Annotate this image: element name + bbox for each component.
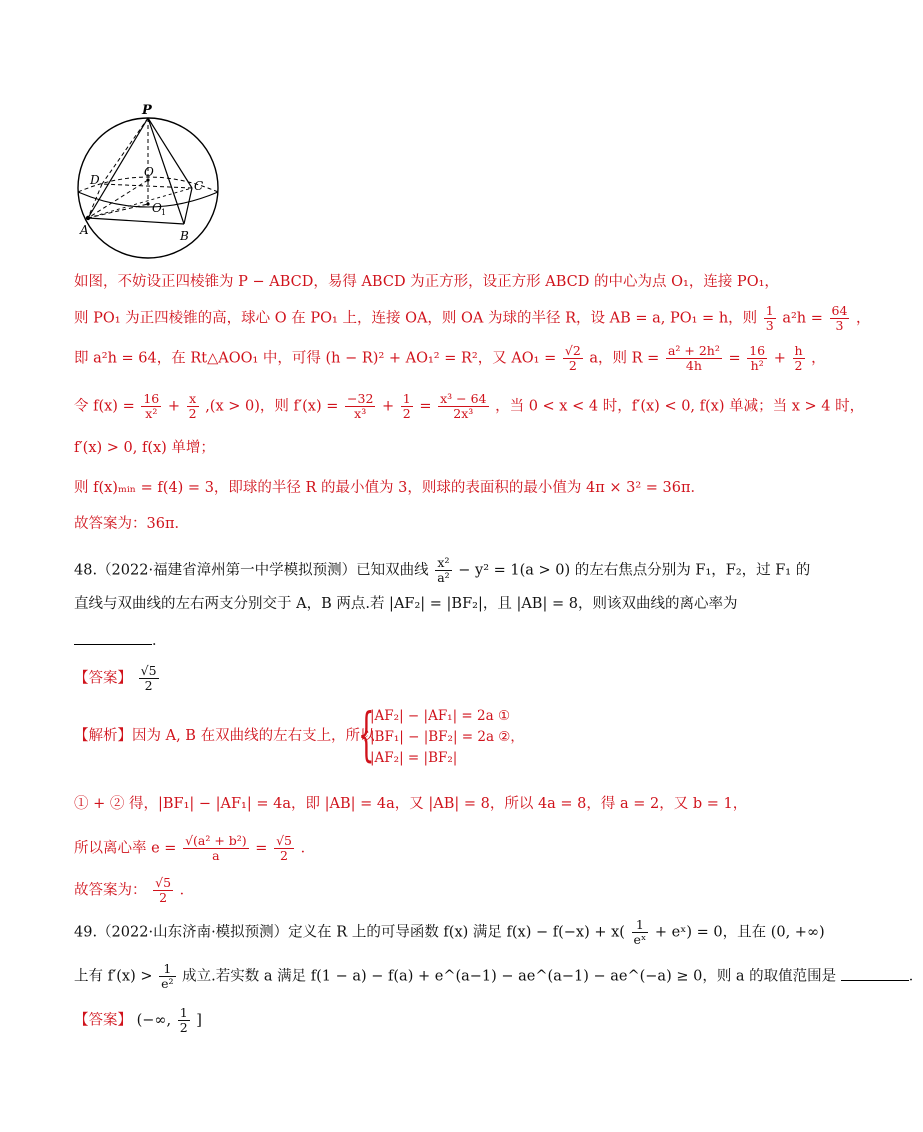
sol47-text-1: 如图，不妨设正四棱锥为 P − ABCD，易得 ABCD 为正方形，设正方形 ABCD 的中心为点 O₁，连接 PO₁， xyxy=(74,274,779,290)
numerator: a² + 2h² xyxy=(667,343,720,358)
sol47-text-7: 故答案为：36π． xyxy=(74,516,189,532)
sol47-text-3c: = xyxy=(728,350,741,367)
left-brace: { xyxy=(358,700,375,768)
label-P: P xyxy=(142,103,152,118)
sol47-text-3d: + xyxy=(773,350,786,367)
point-O1 xyxy=(146,202,149,205)
denominator: h² xyxy=(750,358,764,373)
sol47-line-3 xyxy=(74,344,826,373)
denominator: 2x³ xyxy=(453,406,474,421)
fraction xyxy=(139,664,159,693)
denominator: 2 xyxy=(144,678,153,693)
sol47-text-6: 则 f(x)ₘᵢₙ = f(4) = 3，即球的半径 R 的最小值为 3，则球的表面积的最小值为 4π × 3² = 36π． xyxy=(74,480,706,496)
q48-line-1 xyxy=(74,556,810,585)
q48-jiexi xyxy=(74,726,375,746)
sol47-text-2b: a²h = xyxy=(782,310,823,327)
numerator: x xyxy=(187,392,199,407)
q48-text-5b: = xyxy=(255,840,268,857)
q48-text-4: ① + ② 得，|BF₁| − |AF₁| = 4a，即 |AB| = 4a，又 |AB| = 8，所以 4a = 8，得 a = 2，又 b = 1， xyxy=(74,796,748,812)
numerator: −32 xyxy=(347,391,374,406)
analysis-tag: 【解析】 xyxy=(74,728,132,744)
q48-text-1b: − y² = 1(a > 0) 的左右焦点分别为 F₁，F₂，过 F₁ 的 xyxy=(458,562,811,579)
numerator: √5 xyxy=(155,875,172,890)
q48-text-3: ． xyxy=(152,633,167,649)
sol47-text-4d: + xyxy=(382,398,395,415)
q48-line-4 xyxy=(74,794,747,814)
fraction xyxy=(435,556,451,585)
sol47-text-4e: = xyxy=(419,398,432,415)
numerator: x³ − 64 xyxy=(440,391,487,406)
q49-text-2b: 成立.若实数 a 满足 f(1 − a) − f(a) + e^(a−1) − ae^(a−1) − ae^(−a) ≥ 0，则 a 的取值范围是 xyxy=(182,968,837,985)
denominator: x³ xyxy=(354,406,367,421)
q48-line-6 xyxy=(74,876,194,905)
answer-blank xyxy=(841,966,909,981)
numerator: 1 xyxy=(179,1005,188,1020)
q49-text-2a: 上有 f′(x) > xyxy=(74,968,153,985)
fraction xyxy=(141,392,161,421)
sol47-line-1 xyxy=(74,272,779,292)
fraction xyxy=(345,392,375,421)
q48-jiexi-text: 因为 A, B 在双曲线的左右支上，所以 xyxy=(132,728,375,744)
q48-text-5c: ． xyxy=(300,840,316,857)
q48-text-6b: ． xyxy=(179,882,195,899)
label-O1: O xyxy=(152,201,162,215)
edge-BC xyxy=(184,188,192,224)
q49-line-1 xyxy=(74,918,825,947)
edge-DA xyxy=(88,184,102,218)
answer-tag: 【答案】 xyxy=(74,670,132,687)
sol47-line-2 xyxy=(74,304,871,333)
q49-text-1b: + eˣ) = 0，且在 (0, +∞) xyxy=(654,924,825,941)
fraction xyxy=(159,962,175,991)
denominator: a xyxy=(212,848,220,863)
label-B: B xyxy=(180,229,189,243)
numerator: 1 xyxy=(632,918,649,933)
answer-text-a: (−∞, xyxy=(136,1012,172,1029)
edge-CD xyxy=(102,184,192,188)
sol47-text-3b: a，则 R = xyxy=(589,350,660,367)
point-A xyxy=(86,216,90,220)
fraction xyxy=(563,344,583,373)
sol47-text-4b: + xyxy=(167,398,181,415)
fraction xyxy=(666,344,722,373)
edge-AB xyxy=(88,218,184,224)
answer-tag: 【答案】 xyxy=(74,1012,132,1029)
denominator: e² xyxy=(161,976,174,991)
q48-text-2: 直线与双曲线的左右两支分别交于 A，B 两点.若 |AF₂| = |BF₂|，且 |AB| = 8，则该双曲线的离心率为 xyxy=(74,596,738,612)
denominator: x² xyxy=(145,406,158,421)
numerator: √5 xyxy=(276,833,292,848)
numerator: 16 xyxy=(143,391,160,406)
label-D: D xyxy=(90,173,100,187)
denominator: 2 xyxy=(794,358,803,373)
fraction xyxy=(183,834,249,863)
sol47-text-2a: 则 PO₁ 为正四棱锥的高，球心 O 在 PO₁ 上，连接 OA，则 OA 为球的半径 R，设 AB = a, PO₁ = h，则 xyxy=(74,310,758,327)
fraction xyxy=(153,876,173,905)
numerator: √5 xyxy=(140,663,157,678)
denominator: a² xyxy=(437,570,450,585)
label-O: O xyxy=(144,165,154,179)
fraction xyxy=(178,1006,190,1035)
q49-line-2 xyxy=(74,962,923,991)
q48-line-2 xyxy=(74,594,737,614)
sol47-text-2c: ， xyxy=(856,310,871,327)
fraction xyxy=(747,344,767,373)
label-O1-sub: 1 xyxy=(161,208,167,217)
numerator: 1 xyxy=(765,303,774,318)
edge-PA xyxy=(88,118,148,218)
q49-text-1a: 49.（2022·山东济南·模拟预测）定义在 R 上的可导函数 f(x) 满足 f(x) − f(−x) + x( xyxy=(74,924,625,941)
fraction xyxy=(632,918,649,947)
sol47-line-7 xyxy=(74,514,189,534)
sol47-line-4 xyxy=(74,392,864,421)
numerator: 1 xyxy=(402,391,411,406)
q48-line-5 xyxy=(74,834,315,863)
edge-PD xyxy=(102,118,148,184)
label-C: C xyxy=(194,179,204,193)
fraction xyxy=(793,344,805,373)
fraction xyxy=(438,392,488,421)
fraction xyxy=(830,304,850,333)
denominator: 2 xyxy=(280,848,288,863)
sol47-line-6 xyxy=(74,478,705,498)
denominator: 4h xyxy=(685,358,702,373)
denominator: 2 xyxy=(402,406,411,421)
q48-line-3 xyxy=(74,630,167,651)
numerator: 1 xyxy=(159,962,175,977)
sol47-text-3a: 即 a²h = 64，在 Rt△AOO₁ 中，可得 (h − R)² + AO₁² = R²，又 AO₁ = xyxy=(74,350,557,367)
numerator: √(a² + b²) xyxy=(185,833,247,848)
fraction xyxy=(187,392,199,421)
sol47-text-4a: 令 f(x) = xyxy=(74,398,135,415)
sol47-line-5 xyxy=(74,438,215,458)
equation-system xyxy=(358,700,524,769)
sol47-text-3e: ， xyxy=(811,350,826,367)
numerator: h xyxy=(794,343,803,358)
denominator: 2 xyxy=(188,406,197,421)
sol47-text-5: f′(x) > 0, f(x) 单增； xyxy=(74,440,215,456)
q48-text-5a: 所以离心率 e = xyxy=(74,840,177,857)
denominator: 2 xyxy=(159,890,168,905)
system-row-3: |AF₂| = |BF₂| xyxy=(370,750,458,766)
q48-answer xyxy=(74,664,161,693)
denominator: 2 xyxy=(568,358,577,373)
q49-text-2c: ． xyxy=(908,968,923,985)
numerator: √2 xyxy=(564,343,581,358)
sol47-text-4f: ，当 0 < x < 4 时，f′(x) < 0, f(x) 单减；当 x > 4 时， xyxy=(495,398,865,415)
denominator: 3 xyxy=(835,318,844,333)
answer-text-b: ] xyxy=(196,1012,202,1029)
fraction xyxy=(764,304,776,333)
numerator: 16 xyxy=(749,343,766,358)
denominator: 3 xyxy=(765,318,774,333)
fraction xyxy=(274,834,294,863)
label-A: A xyxy=(80,223,89,237)
q48-text-6a: 故答案为： xyxy=(74,882,147,899)
segment-AO1 xyxy=(88,204,148,218)
denominator: eˣ xyxy=(633,932,647,947)
system-row-1: |AF₂| − |AF₁| = 2a ① xyxy=(370,708,511,724)
q49-answer xyxy=(74,1006,202,1035)
numerator: x² xyxy=(435,556,451,571)
sol47-text-4c: ,(x > 0)，则 f′(x) = xyxy=(205,398,339,415)
sphere-pyramid-figure xyxy=(74,100,244,260)
numerator: 64 xyxy=(831,303,848,318)
fraction xyxy=(401,392,413,421)
answer-blank xyxy=(74,630,152,645)
q48-text-1a: 48.（2022·福建省漳州第一中学模拟预测）已知双曲线 xyxy=(74,562,429,579)
system-row-2: |BF₁| − |BF₂| = 2a ②， xyxy=(370,729,524,745)
denominator: 2 xyxy=(179,1020,188,1035)
